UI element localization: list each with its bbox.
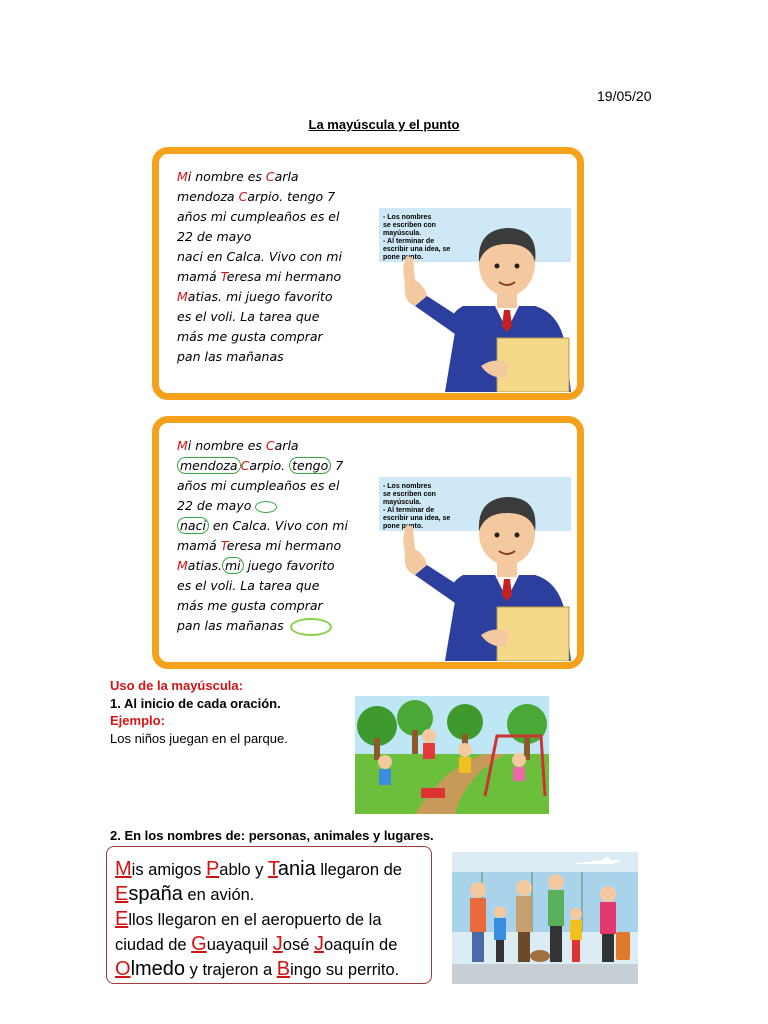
- missing-period-mark: [290, 618, 332, 636]
- correction-circle: mendoza: [177, 457, 241, 474]
- rule-2: 2. En los nombres de: personas, animales y lugares.: [110, 828, 434, 843]
- story-text: Mi nombre es Carla mendoza Carpio. tengo 7 años mi cumpleaños es el 22 de mayo naci en Calca. Vivo con mi mamá Teresa mi hermano Matias. mi juego favorito es el voli. La tarea que más me gusta comprar pan las mañanas: [177, 169, 342, 364]
- page-title: La mayúscula y el punto: [308, 117, 460, 132]
- airport-illustration: [452, 852, 638, 984]
- missing-period-mark: [255, 501, 277, 513]
- correction-circle: mi: [222, 557, 244, 574]
- example-label: Ejemplo:: [110, 713, 165, 728]
- correction-circle: tengo: [289, 457, 331, 474]
- example-card-original: [152, 147, 584, 400]
- rule-1: 1. Al inicio de cada oración.: [110, 696, 281, 711]
- park-illustration: [355, 696, 549, 814]
- teacher-illustration: [385, 475, 581, 661]
- names-example-box: [106, 846, 432, 984]
- story-text-corrected: Mi nombre es Carla mendoza Carpio. tengo 7 años mi cumpleaños es el 22 de mayo naci en Calca. Vivo con mi mamá Teresa mi hermano Matias. mi juego favorito es el voli. La tarea que más me gusta comprar pan las mañanas: [177, 436, 355, 636]
- example-card-corrected: [152, 416, 584, 669]
- tip-bubble: - Los nombres se escriben con mayúscula. - Al terminar de escribir una idea, se pone punto.: [379, 208, 571, 262]
- example-sentence: Los niños juegan en el parque.: [110, 731, 288, 746]
- section-heading: Uso de la mayúscula:: [110, 678, 243, 693]
- correction-circle: naci: [177, 517, 209, 534]
- teacher-illustration: [385, 206, 581, 392]
- names-example-text: Mis amigos Pablo y Tania llegaron de España en avión. Ellos llegaron en el aeropuerto de la ciudad de Guayaquil José Joaquín de Olmedo y trajeron a Bingo su perrito.: [115, 858, 402, 980]
- date: 19/05/20: [597, 88, 652, 104]
- tip-bubble: - Los nombres se escriben con mayúscula. - Al terminar de escribir una idea, se pone punto.: [379, 477, 571, 531]
